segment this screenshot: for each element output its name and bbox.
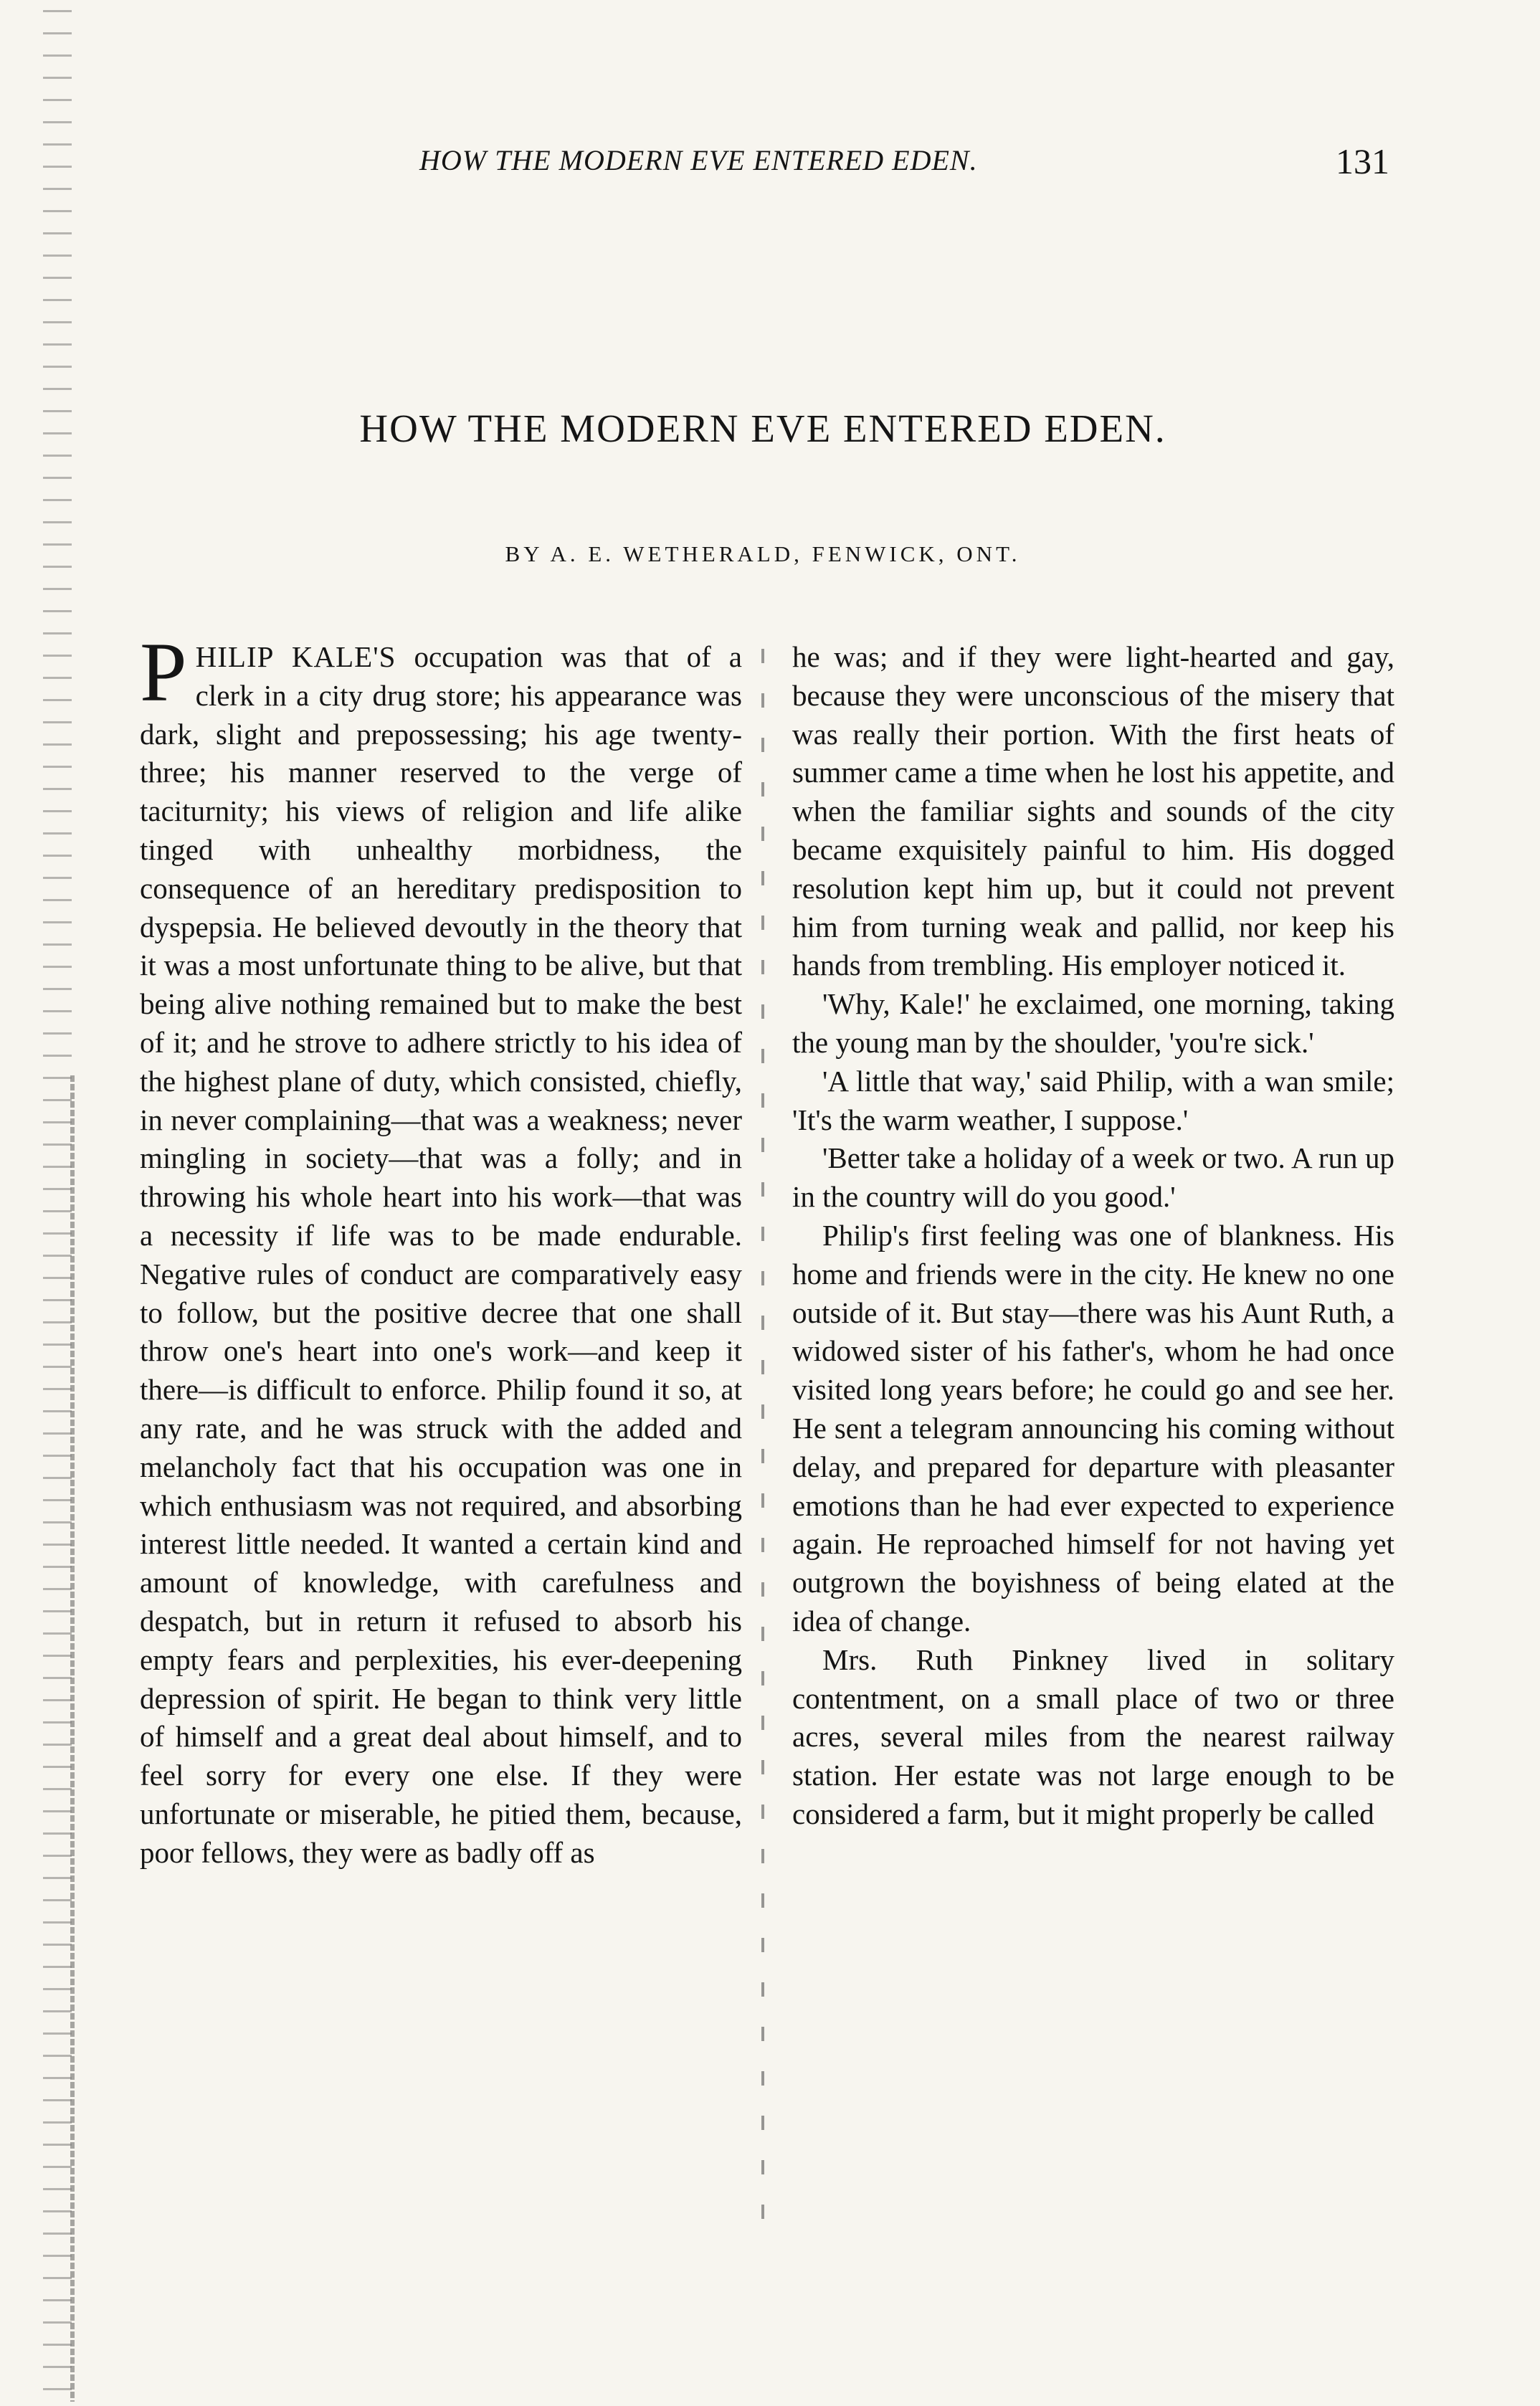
drop-cap: P xyxy=(140,625,187,719)
article-title: HOW THE MODERN EVE ENTERED EDEN. xyxy=(359,406,1166,450)
paragraph xyxy=(140,625,742,1873)
byline: BY A. E. WETHERALD, FENWICK, ONT. xyxy=(505,541,1021,566)
paragraph: Mrs. Ruth Pinkney lived in solitary contentment, on a small place of two or three acres, several miles from the nearest railway station. Her estate was not large enough to be considered a farm, but it might properly be called xyxy=(792,1642,1394,1830)
page-number: 131 xyxy=(1336,141,1389,181)
paragraph: 'Better take a holiday of a week or two. A run up in the country will do you good.' xyxy=(792,1141,1394,1214)
running-head: HOW THE MODERN EVE ENTERED EDEN. xyxy=(419,144,978,176)
paragraph: he was; and if they were light-hearted and gay, because they were unconscious of the misery that was really their portion. With the first heats of summer came a time when he lost his appetite, and when the familiar sights and sounds of the city became exquisitely painful to him. His dogged resolution kept him up, but it could not prevent him from turning weak and pallid, nor keep his hands from trembling. His employer noticed it. xyxy=(792,640,1394,982)
paragraph: 'Why, Kale!' he exclaimed, one morning, taking the young man by the shoulder, 'you're sick.' xyxy=(792,987,1394,1059)
paragraph: Philip's first feeling was one of blankness. His home and friends were in the city. He knew no one outside of it. But stay—there was his Aunt Ruth, a widowed sister of his father's, whom he had once visited long years before; he could go and see her. He sent a telegram announcing his coming without delay, and prepared for departure with pleasanter emotions than he had ever expected to experience again. He reproached himself for not having yet outgrown the boyishness of being elated at the idea of change. xyxy=(792,1218,1394,1637)
right-column xyxy=(792,638,1394,1834)
opening-caps: HILIP KALE'S xyxy=(195,640,396,673)
left-column xyxy=(140,625,742,1873)
paragraph-text: occupation was that of a clerk in a city drug store; his appearance was dark, slight and prepossessing; his age twenty-three; his manner reserved to the verge of taciturnity; his views of religion and life alike tinged with unhealthy morbidness, the consequence of an hereditary predisposition to dyspepsia. He believed devoutly in the theory that it was a most unfortunate thing to be alive, but that being alive nothing remained but to make the best of it; and he strove to adhere strictly to his idea of the highest plane of duty, which consisted, chiefly, in never complaining—that was a weakness; never mingling in society—that was a folly; and in throwing his whole heart into his work—that was a necessity if life was to be made endurable. Negative rules of conduct are comparatively easy to follow, but the positive decree that one shall throw one's heart into one's work—and keep it there—is difficult to enforce. Philip found it so, at any rate, and he was struck with the added and melancholy fact that his occupation was one in which enthusiasm was not required, and absorbing interest little needed. It wanted a certain kind and amount of knowledge, with carefulness and despatch, but in return it refused to absorb his empty fears and perplexities, his ever-deepening depression of spirit. He began to think very little of himself and a great deal about himself, and to feel sorry for every one else. If they were unfortunate or miserable, he pitied them, because, poor fellows, they were as badly off as xyxy=(140,640,742,1869)
paragraph: 'A little that way,' said Philip, with a wan smile; 'It's the warm weather, I suppose.' xyxy=(792,1064,1394,1136)
column-divider xyxy=(761,649,764,2226)
binding-edge xyxy=(43,0,72,2406)
